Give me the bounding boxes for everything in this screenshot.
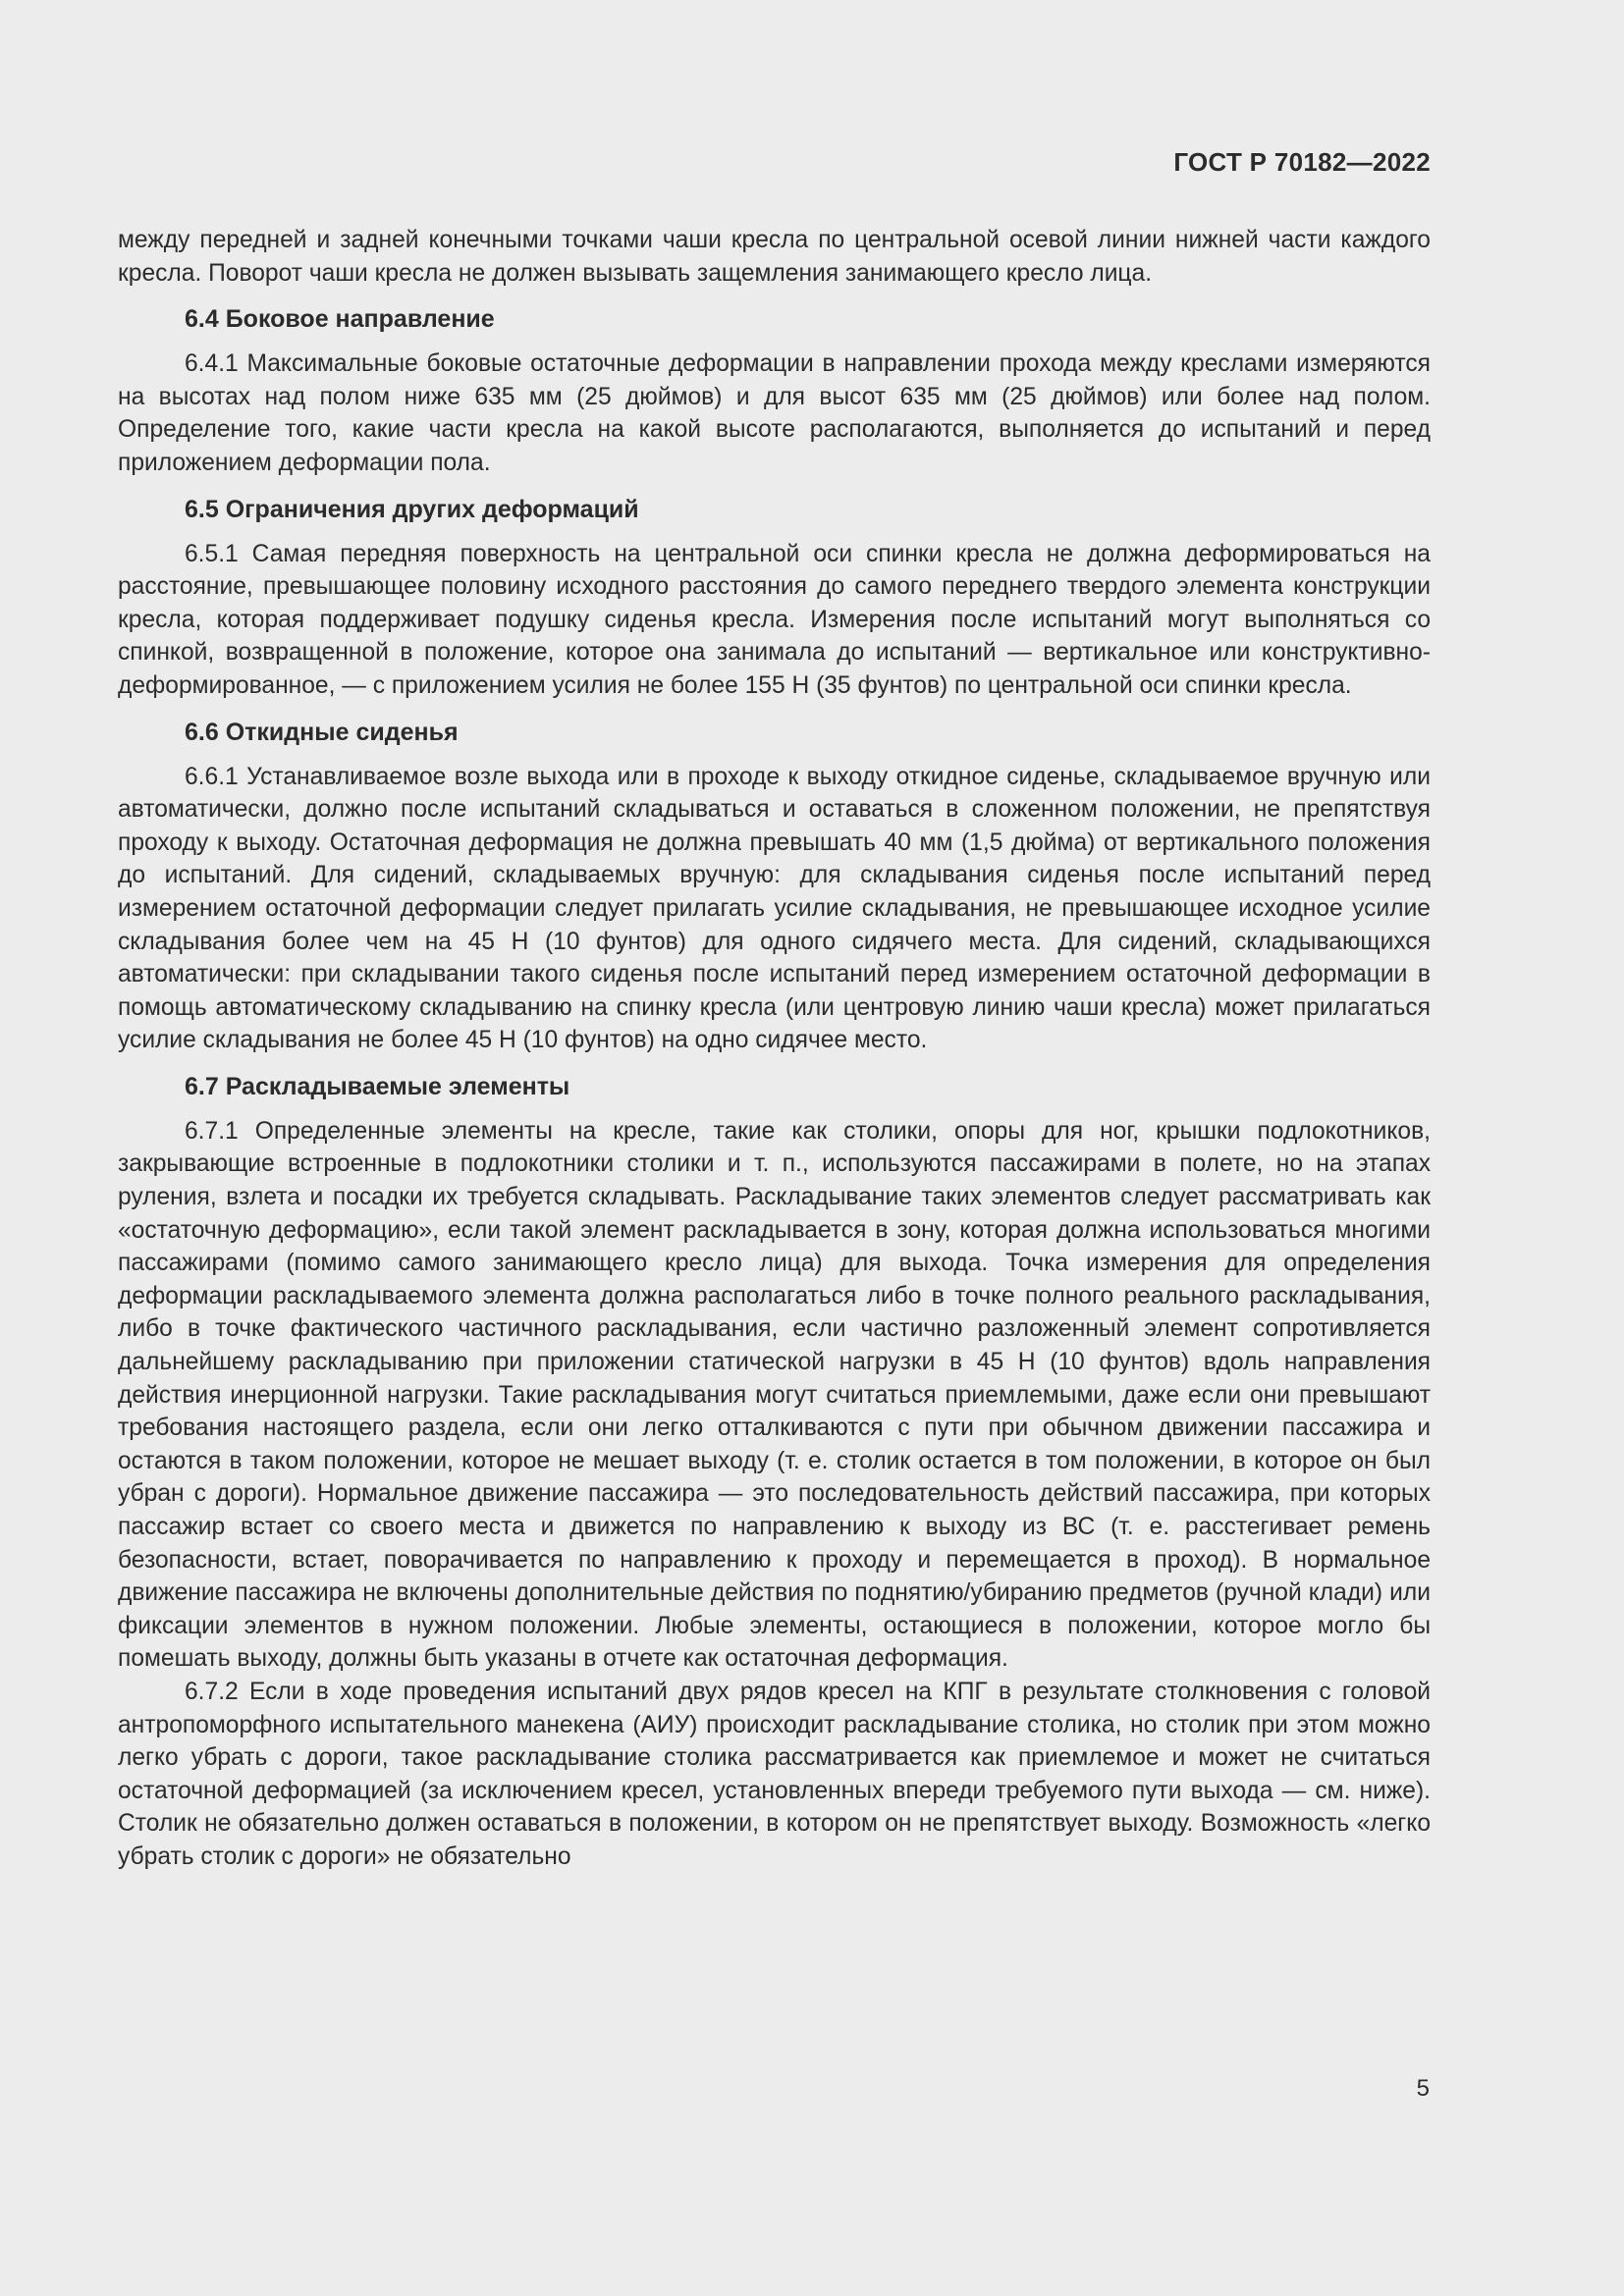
paragraph-6-6-1: 6.6.1 Устанавливаемое возле выхода или в проходе к выходу откидное сиденье, складываемое вручную или автоматически, должно после испытаний складываться и оставаться в сложенном положении, не препятствуя проходу к выходу. Остаточная деформация не должна превышать 40 мм (1,5 дюйма) от вертикального положения до испытаний. Для сидений, складываемых вручную: для складывания сиденья после испытаний перед измерением остаточной деформации следует прилагать усилие складывания, не превышающее исходное усилие складывания более чем на 45 Н (10 фунтов) для одного сидячего места. Для сидений, складывающихся автоматически: при складывании такого сиденья после испытаний перед измерением остаточной деформации в помощь автоматическому складыванию на спинку кресла (или центровую линию чаши кресла) может прилагаться усилие складывания не более 45 Н (10 фунтов) на одно сидячее место. <box>118 763 1431 1054</box>
paragraph-6-7-1: 6.7.1 Определенные элементы на кресле, такие как столики, опоры для ног, крышки подлокотников, закрывающие встроенные в подлокотники столики и т. п., используются пассажирами в полете, но на этапах руления, взлета и посадки их требуется складывать. Раскладывание таких элементов следует рассматривать как «остаточную деформацию», если такой элемент раскладывается в зону, которая должна использоваться многими пассажирами (помимо самого занимающего кресло лица) для выхода. Точка измерения для определения деформации раскладываемого элемента должна располагаться либо в точке полного реального раскладывания, либо в точке фактического частичного раскладывания, если частично разложенный элемент сопротивляется дальнейшему раскладыванию при приложении статической нагрузки в 45 Н (10 фунтов) вдоль направления действия инерционной нагрузки. Такие раскладывания могут считаться приемлемыми, даже если они превышают требования настоящего раздела, если они легко отталкиваются с пути при обычном движении пассажира и остаются в таком положении, которое не мешает выходу (т. е. столик остается в том положении, в которое он был убран с дороги). Нормальное движение пассажира — это последовательность действий пассажира, при которых пассажир встает со своего места и движется по направлению к выходу из ВС (т. е. расстегивает ремень безопасности, встает, поворачивается по направлению к проходу и перемещается в проход). В нормальное движение пассажира не включены дополнительные действия по поднятию/убиранию предметов (ручной клади) или фиксации элементов в нужном положении. Любые элементы, остающиеся в положении, которое могло бы помешать выходу, должны быть указаны в отчете как остаточная деформация. <box>118 1117 1431 1673</box>
paragraph-6-5-1: 6.5.1 Самая передняя поверхность на центральной оси спинки кресла не должна деформироваться на расстояние, превышающее половину исходного расстояния до самого переднего твердого элемента конструкции кресла, которая поддерживает подушку сиденья кресла. Измерения после испытаний могут выполняться со спинкой, возвращенной в положение, которое она занимала до испытаний — вертикальное или конструктивно-деформированное, — с приложением усилия не более 155 Н (35 фунтов) по центральной оси спинки кресла. <box>118 540 1431 699</box>
paragraph-continuation: между передней и задней конечными точками чаши кресла по центральной осевой линии нижней части каждого кресла. Поворот чаши кресла не должен вызывать защемления занимающего кресло лица. <box>118 227 1431 287</box>
section-heading-6-4: 6.4 Боковое направление <box>185 305 495 334</box>
document-body <box>118 224 1431 1874</box>
paragraph-6-7-2: 6.7.2 Если в ходе проведения испытаний двух рядов кресел на КПГ в результате столкновения с головой антропоморфного испытательного манекена (АИУ) происходит раскладывание столика, но столик при этом можно легко убрать с дороги, такое раскладывание столика рассматривается как приемлемое и может не считаться остаточной деформацией (за исключением кресел, установленных впереди требуемого пути выхода — см. ниже). Столик не обязательно должен оставаться в положении, в котором он не препятствует выходу. Возможность «легко убрать столик с дороги» не обязательно <box>118 1678 1431 1870</box>
section-heading-6-5: 6.5 Ограничения других деформаций <box>185 495 639 523</box>
page-number: 5 <box>1416 2075 1430 2102</box>
paragraph-6-4-1: 6.4.1 Максимальные боковые остаточные деформации в направлении прохода между креслами измеряются на высотах над полом ниже 635 мм (25 дюймов) и для высот 635 мм (25 дюймов) или более над полом. Определение того, какие части кресла на какой высоте располагаются, выполняется до испытаний и перед приложением деформации пола. <box>118 350 1431 476</box>
document-code: ГОСТ Р 70182—2022 <box>1173 147 1431 177</box>
section-heading-6-6: 6.6 Откидные сиденья <box>185 718 459 746</box>
section-heading-6-7: 6.7 Раскладываемые элементы <box>185 1072 570 1100</box>
